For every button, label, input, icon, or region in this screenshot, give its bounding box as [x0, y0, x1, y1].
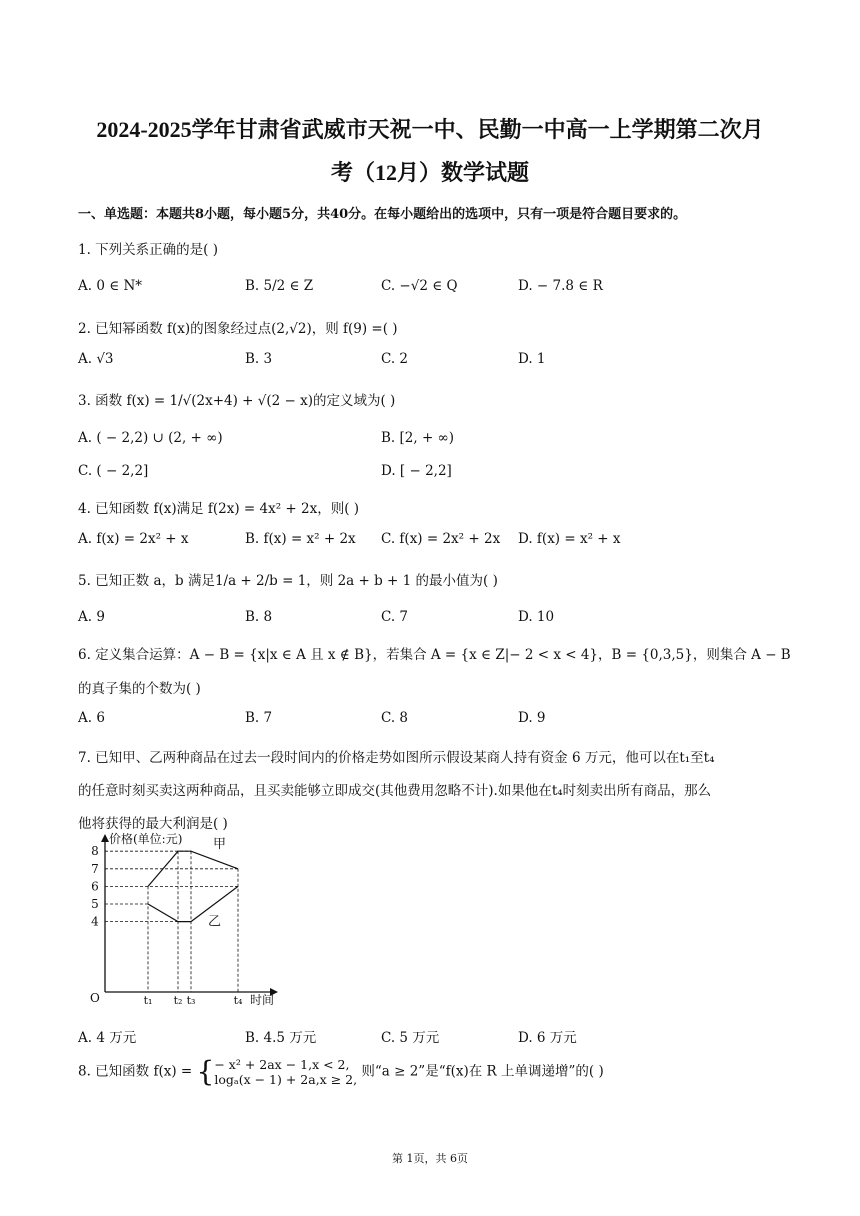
- q6-option-c: C. 8: [381, 710, 409, 726]
- q8-stem-prefix: 8. 已知函数 f(x) =: [78, 1063, 193, 1080]
- q3-option-c: C. ( − 2,2]: [78, 463, 149, 479]
- y-tick-5: 5: [91, 897, 99, 911]
- q7-option-b: B. 4.5 万元: [245, 1030, 317, 1046]
- series-label-yi: 乙: [208, 914, 222, 930]
- page-footer: 第 1页，共 6页: [392, 1152, 468, 1165]
- y-tick-6: 6: [91, 879, 99, 894]
- question-1-stem: 1. 下列关系正确的是( ): [78, 242, 218, 258]
- q6-option-b: B. 7: [245, 710, 273, 726]
- question-6-stem: 6. 定义集合运算：A − B = {x|x ∈ A 且 x ∉ B}，若集合 A = {x ∈ Z|− 2 < x < 4}，B = {0,3,5}，则集合 A − B: [78, 647, 791, 663]
- question-2-stem: 2. 已知幂函数 f(x)的图象经过点(2,√2)，则 f(9) =( ): [78, 321, 398, 337]
- exam-title-line2: 考（12月）数学试题: [330, 160, 529, 185]
- question-7-stem-cont2: 他将获得的最大利润是( ): [78, 816, 228, 832]
- q4-option-c: C. f(x) = 2x² + 2x: [381, 531, 501, 547]
- q1-option-c: C. −√2 ∈ Q: [381, 278, 458, 294]
- q5-option-c: C. 7: [381, 609, 409, 625]
- x-tick-t₄: t₄: [233, 994, 243, 1007]
- q2-option-c: C. 2: [381, 351, 409, 367]
- q3-option-d: D. [ − 2,2]: [381, 463, 452, 479]
- q7-option-d: D. 6 万元: [518, 1030, 577, 1046]
- y-tick-4: 4: [91, 914, 99, 929]
- question-7-stem: 7. 已知甲、乙两种商品在过去一段时间内的价格走势如图所示假设某商人持有资金 6 万元，他可以在t₁至t₄: [78, 750, 715, 766]
- question-4-stem: 4. 已知函数 f(x)满足 f(2x) = 4x² + 2x，则( ): [78, 501, 360, 517]
- q8-case-1: − x² + 2ax − 1,x < 2,: [214, 1057, 350, 1072]
- q4-option-a: A. f(x) = 2x² + x: [78, 531, 189, 547]
- y-axis-label: 价格(单位:元): [109, 832, 183, 846]
- origin-label: O: [90, 991, 100, 1005]
- q7-option-a: A. 4 万元: [78, 1030, 137, 1046]
- x-tick-t₁: t₁: [143, 994, 153, 1007]
- q5-option-a: A. 9: [78, 609, 105, 625]
- exam-title-line1: 2024-2025学年甘肃省武威市天祝一中、民勤一中高一上学期第二次月: [96, 117, 764, 142]
- q1-option-b: B. 5/2 ∈ Z: [245, 278, 314, 294]
- q8-stem-suffix: 则“a ≥ 2”是“f(x)在 R 上单调递增”的( ): [361, 1063, 604, 1080]
- q5-option-b: B. 8: [245, 609, 273, 625]
- section-heading: 一、单选题：本题共8小题，每小题5分，共40分。在每小题给出的选项中，只有一项是符合题目要求的。: [78, 207, 687, 222]
- series-label-jia: 甲: [213, 837, 227, 853]
- question-6-stem-cont: 的真子集的个数为( ): [78, 681, 201, 697]
- x-tick-t₃: t₃: [186, 994, 196, 1007]
- question-5-stem: 5. 已知正数 a，b 满足1/a + 2/b = 1，则 2a + b + 1 的最小值为( ): [78, 573, 498, 589]
- q3-option-b: B. [2, + ∞): [381, 430, 455, 446]
- q6-option-d: D. 9: [518, 710, 546, 726]
- question-7-stem-cont1: 的任意时刻买卖这两种商品，且买卖能够立即成交(其他费用忽略不计).如果他在t₄时刻卖出所有商品，那么: [78, 783, 712, 799]
- question-3-stem: 3. 函数 f(x) = 1/√(2x+4) + √(2 − x)的定义域为( ): [78, 393, 396, 409]
- q2-option-b: B. 3: [245, 351, 273, 367]
- question-8-stem: [78, 1057, 604, 1087]
- q1-option-a: A. 0 ∈ N*: [78, 278, 143, 294]
- q8-case-2: logₐ(x − 1) + 2a,x ≥ 2,: [214, 1072, 358, 1087]
- x-tick-t₂: t₂: [173, 994, 183, 1007]
- q2-option-d: D. 1: [518, 351, 546, 367]
- q4-option-b: B. f(x) = x² + 2x: [245, 531, 356, 547]
- y-axis-arrow: [101, 834, 109, 842]
- q4-option-d: D. f(x) = x² + x: [518, 531, 621, 547]
- q3-option-a: A. ( − 2,2) ∪ (2, + ∞): [78, 430, 223, 446]
- price-chart-svg: [78, 832, 288, 1014]
- q8-piecewise: [214, 1057, 357, 1087]
- q5-option-d: D. 10: [518, 609, 555, 625]
- q2-option-a: A. √3: [78, 351, 114, 367]
- y-tick-8: 8: [91, 844, 99, 859]
- price-chart: [78, 832, 288, 1014]
- series-line-1: [148, 886, 238, 921]
- q6-option-a: A. 6: [78, 710, 105, 726]
- q7-option-c: C. 5 万元: [381, 1030, 440, 1046]
- y-tick-7: 7: [91, 861, 99, 876]
- x-axis-label: 时间: [250, 993, 275, 1007]
- q1-option-d: D. − 7.8 ∈ R: [518, 278, 603, 294]
- q8-brace: {: [196, 1055, 215, 1088]
